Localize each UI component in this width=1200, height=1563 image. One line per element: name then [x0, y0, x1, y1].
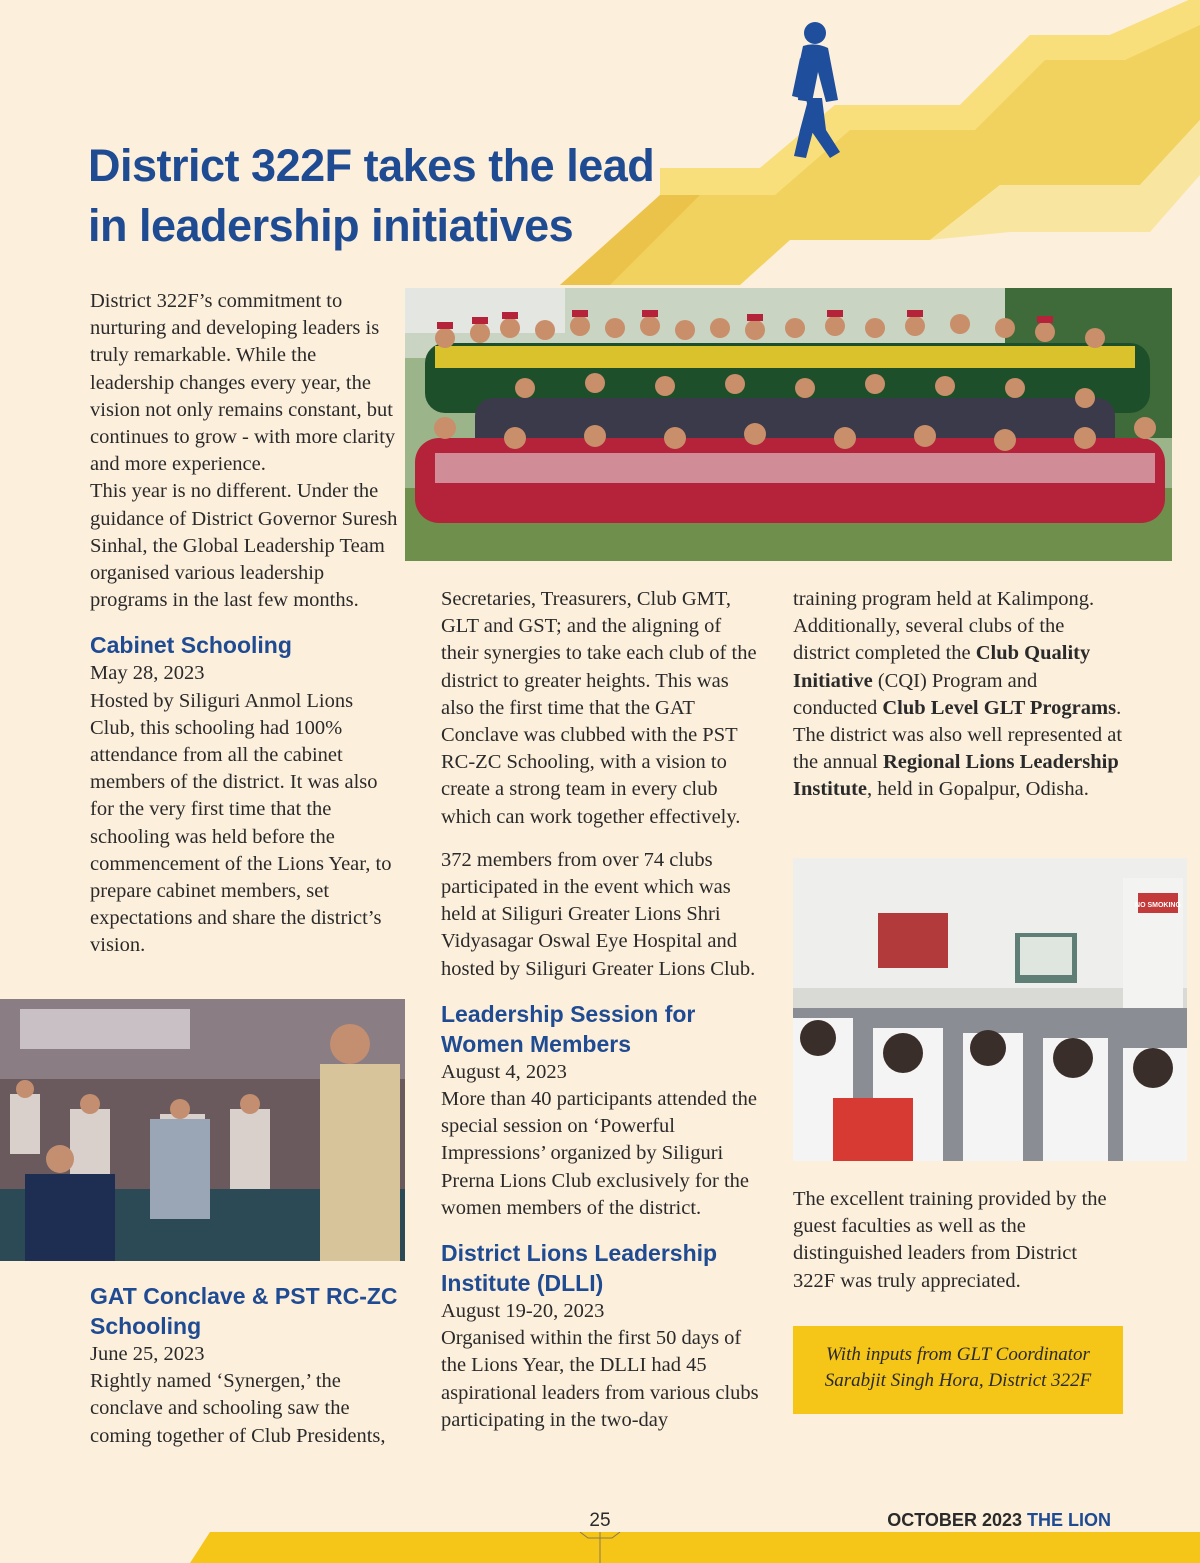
cabinet-date: May 28, 2023	[90, 662, 205, 685]
dlli-body: Organised within the first 50 days of the Lions Year, the DLLI had 45 aspirational leaders from various clubs participating in the two-day	[441, 1327, 759, 1431]
no-smoking-sign: NO SMOKING	[1135, 902, 1181, 909]
closing-paragraph: The excellent training provided by the guest faculties as well as the distinguished leaders from District 322F was truly appreciated.	[793, 1188, 1107, 1292]
dlli-date: August 19-20, 2023	[441, 1300, 605, 1323]
column-2	[441, 586, 761, 1434]
page-number: 25	[589, 1510, 611, 1531]
magazine-name: THE LION	[1027, 1510, 1111, 1530]
credit-box	[793, 1326, 1123, 1414]
credit-line-1: With inputs from GLT Coordinator	[826, 1344, 1090, 1365]
column-3-bottom	[793, 1186, 1113, 1295]
cabinet-heading: Cabinet Schooling	[90, 632, 292, 659]
intro-paragraph: District 322F’s commitment to nurturing and developing leaders is truly remarkable. While the leadership changes every year, the vision not only remains constant, but continues to grow - with more clarity and more experience.	[90, 290, 396, 476]
women-date: August 4, 2023	[441, 1060, 567, 1083]
column-3	[793, 586, 1123, 804]
credit-line-2: Sarabjit Singh Hora, District 322F	[824, 1370, 1092, 1391]
footer-band	[0, 1532, 1200, 1563]
column-1-bottom	[90, 1281, 400, 1450]
intro-paragraph: This year is no different. Under the guidance of District Governor Suresh Sinhal, the Global Leadership Team organised various leadership programs in the last few months.	[90, 480, 398, 612]
cabinet-body: Hosted by Siliguri Anmol Lions Club, this schooling had 100% attendance from all the cabinet members of the district. It was also for the very first time that the schooling was held before the commencement of the Lions Year, to prepare cabinet members, set expectations and share the district’s vision.	[90, 689, 392, 957]
women-heading: Leadership Session for Women Members	[441, 1000, 696, 1057]
gat-heading: GAT Conclave & PST RC-ZC Schooling	[90, 1283, 398, 1339]
issue-date: OCTOBER 2023	[887, 1510, 1022, 1530]
issue-label	[887, 1510, 1111, 1531]
dlli-heading: District Lions Leadership Institute (DLLI)	[441, 1240, 718, 1297]
gat-body: Rightly named ‘Synergen,’ the conclave and schooling saw the coming together of Club Presidents,	[90, 1370, 386, 1447]
article-title: District 322F takes the lead in leadership initiatives	[88, 140, 655, 251]
dlli-body-continued: training program held at Kalimpong. Additionally, several clubs of the district completed the Club Quality Initiative (CQI) Program and conducted Club Level GLT Programs. The district was also well represented at the annual Regional Lions Leadership Institute, held in Gopalpur, Odisha.	[793, 588, 1123, 801]
gat-body-continued: Secretaries, Treasurers, Club GMT, GLT and GST; and the aligning of their synergies to take each club of the district to greater heights. This was also the first time that the GAT Conclave was clubbed with the PST RC-ZC Schooling, with a vision to create a strong team in every club which can work together effectively.	[441, 588, 757, 828]
gat-attendance: 372 members from over 74 clubs participated in the event which was held at Siliguri Greater Lions Shri Vidyasagar Oswal Eye Hospital and hosted by Siliguri Greater Lions Club.	[441, 848, 756, 980]
group-photo	[405, 288, 1172, 561]
column-1-top	[90, 288, 400, 960]
seminar-photo	[0, 999, 405, 1261]
women-body: More than 40 participants attended the special session on ‘Powerful Impressions’ organized by Siliguri Prerna Lions Club exclusively for the women members of the district.	[441, 1088, 757, 1219]
classroom-photo	[793, 858, 1187, 1161]
gat-date: June 25, 2023	[90, 1343, 205, 1365]
